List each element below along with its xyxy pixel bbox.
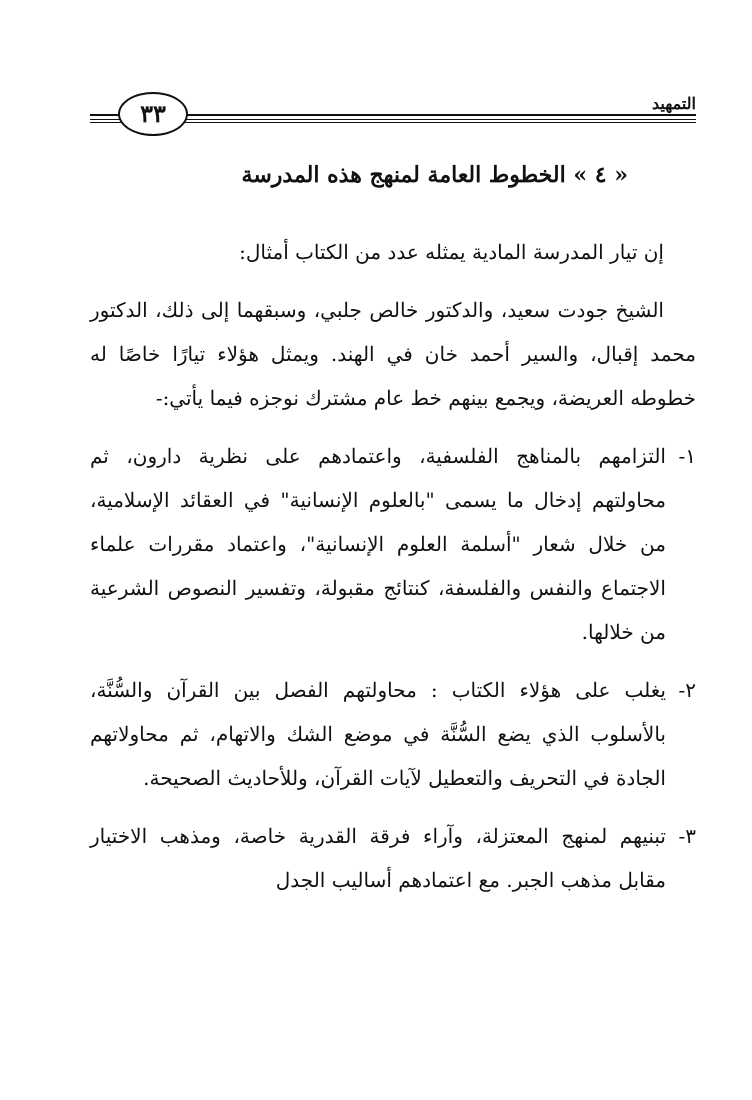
intro-paragraph: إن تيار المدرسة المادية يمثله عدد من الكتاب أمثال:	[239, 240, 664, 264]
authors-paragraph: الشيخ جودت سعيد، والدكتور خالص جلبي، وسبقهما إلى ذلك، الدكتور محمد إقبال، والسير أحمد خان في الهند. ويمثل هؤلاء تيارًا خاصًا له خطوطه العريضة، ويجمع بينهم خط عام مشترك نوجزه فيما يأتي:-	[90, 298, 696, 410]
chapter-label: التمهيد	[644, 94, 696, 113]
list-item	[90, 434, 696, 654]
list-item-number: ٢-	[678, 678, 696, 702]
list-item	[90, 668, 696, 800]
list-item-text: تبنيهم لمنهج المعتزلة، وآراء فرقة القدرية خاصة، ومذهب الاختيار مقابل مذهب الجبر. مع اعتمادهم أساليب الجدل	[90, 824, 666, 892]
list-item	[90, 814, 696, 902]
list-item-text: التزامهم بالمناهج الفلسفية، واعتمادهم على نظرية دارون، ثم محاولتهم إدخال ما يسمى "بالعلوم الإنسانية" في العقائد الإسلامية، من خلال شعار "أسلمة العلوم الإنسانية"، واعتماد مقررات علماء الاجتماع والنفس والفلسفة، كنتائج مقبولة، وتفسير النصوص الشرعية من خلالها.	[90, 444, 666, 644]
list-item-text: يغلب على هؤلاء الكتاب : محاولتهم الفصل بين القرآن والسُّنَّة، بالأسلوب الذي يضع السُّنَّة في موضع الشك والاتهام، ثم محاولاتهم الجادة في التحريف والتعطيل لآيات القرآن، وللأحاديث الصحيحة.	[90, 678, 666, 790]
page-body	[90, 230, 696, 916]
page-number-badge: ٣٣	[118, 92, 188, 136]
section-title: « ٤ » الخطوط العامة لمنهج هذه المدرسة	[241, 162, 628, 188]
page-header	[90, 92, 696, 142]
list-item-number: ١-	[678, 444, 696, 468]
list-item-number: ٣-	[678, 824, 696, 848]
